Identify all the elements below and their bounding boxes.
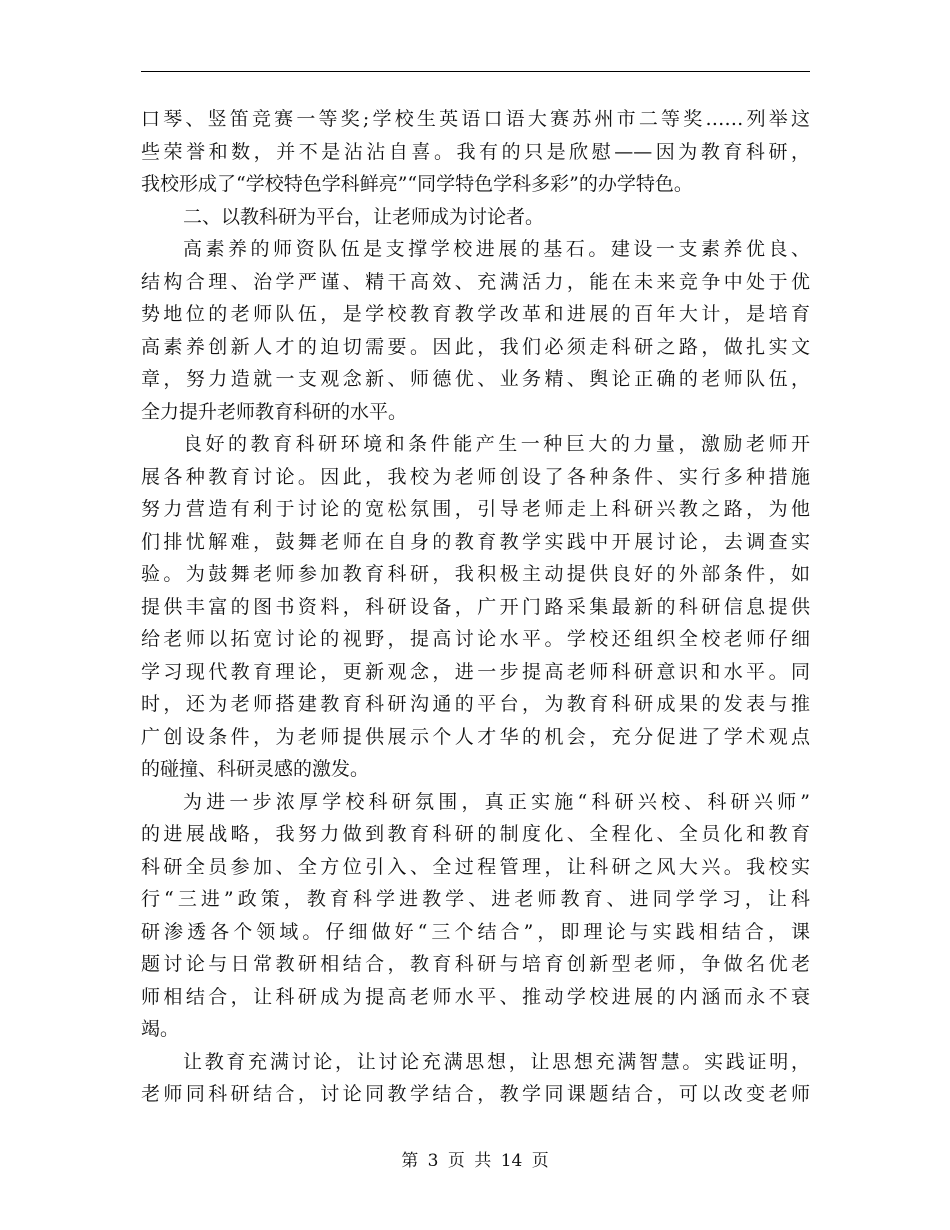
text-line: 高素养创新人才的迫切需要。因此，我们必须走科研之路，做扎实文 xyxy=(141,335,810,358)
text-line: 学习现代教育理论，更新观念，进一步提高老师科研意识和水平。同 xyxy=(141,660,810,683)
text-line: 题讨论与日常教研相结合，教育科研与培育创新型老师，争做名优老 xyxy=(141,953,810,975)
text-line: 的进展战略，我努力做到教育科研的制度化、全程化、全员化和教育 xyxy=(141,823,810,845)
text-line: 章，努力造就一支观念新、师德优、业务精、舆论正确的老师队伍， xyxy=(141,368,810,390)
text-line: 势地位的老师队伍，是学校教育教学改革和进展的百年大计，是培育 xyxy=(141,303,810,325)
text-line: 验。为鼓舞老师参加教育科研，我积极主动提供良好的外部条件，如 xyxy=(141,563,810,585)
document-body xyxy=(141,103,810,1111)
text-line: 给老师以拓宽讨论的视野，提高讨论水平。学校还组织全校老师仔细 xyxy=(141,628,810,650)
text-line: 些荣誉和数，并不是沾沾自喜。我有的只是欣慰——因为教育科研， xyxy=(141,140,810,163)
text-line: 提供丰富的图书资料，科研设备，广开门路采集最新的科研信息提供 xyxy=(141,595,810,618)
text-line: 师相结合，让科研成为提高老师水平、推动学校进展的内涵而永不衰 xyxy=(141,985,810,1008)
text-line: 努力营造有利于讨论的宽松氛围，引导老师走上科研兴教之路，为他 xyxy=(141,498,810,520)
text-line: 研渗透各个领域。仔细做好“三个结合”，即理论与实践相结合，课 xyxy=(141,920,810,943)
text-line: 行“三进”政策，教育科学进教学、进老师教育、进同学学习，让科 xyxy=(141,888,810,910)
text-line: 让教育充满讨论，让讨论充满思想，让思想充满智慧。实践证明， xyxy=(183,1050,810,1073)
text-line: 为进一步浓厚学校科研氛围，真正实施“科研兴校、科研兴师” xyxy=(183,790,810,813)
text-line: 广创设条件，为老师提供展示个人才华的机会，充分促进了学术观点 xyxy=(141,725,810,748)
text-line: 高素养的师资队伍是支撑学校进展的基石。建设一支素养优良、 xyxy=(183,238,810,260)
text-line: 二、以教科研为平台，让老师成为讨论者。 xyxy=(183,205,545,228)
text-line: 我校形成了“学校特色学科鲜亮”“同学特色学科多彩”的办学特色。 xyxy=(141,173,693,195)
text-line: 展各种教育讨论。因此，我校为老师创设了各种条件、实行多种措施 xyxy=(141,465,810,488)
text-line: 科研全员参加、全方位引入、全过程管理，让科研之风大兴。我校实 xyxy=(141,855,810,878)
text-line: 结构合理、治学严谨、精干高效、充满活力，能在未来竞争中处于优 xyxy=(141,270,810,293)
page-number-footer: 第 3 页 共 14 页 xyxy=(401,1151,549,1171)
text-line: 口琴、竖笛竞赛一等奖;学校生英语口语大赛苏州市二等奖……列举这 xyxy=(141,108,810,130)
text-line: 时，还为老师搭建教育科研沟通的平台，为教育科研成果的发表与推 xyxy=(141,693,810,715)
text-line: 全力提升老师教育科研的水平。 xyxy=(141,400,408,423)
text-line: 的碰撞、科研灵感的激发。 xyxy=(141,758,370,780)
text-line: 老师同科研结合，讨论同教学结合，教学同课题结合，可以改变老师 xyxy=(141,1083,810,1105)
text-line: 良好的教育科研环境和条件能产生一种巨大的力量，激励老师开 xyxy=(183,433,810,455)
text-line: 们排忧解难，鼓舞老师在自身的教育教学实践中开展讨论，去调查实 xyxy=(141,530,810,553)
header-rule xyxy=(141,71,810,72)
text-line: 竭。 xyxy=(141,1018,180,1040)
